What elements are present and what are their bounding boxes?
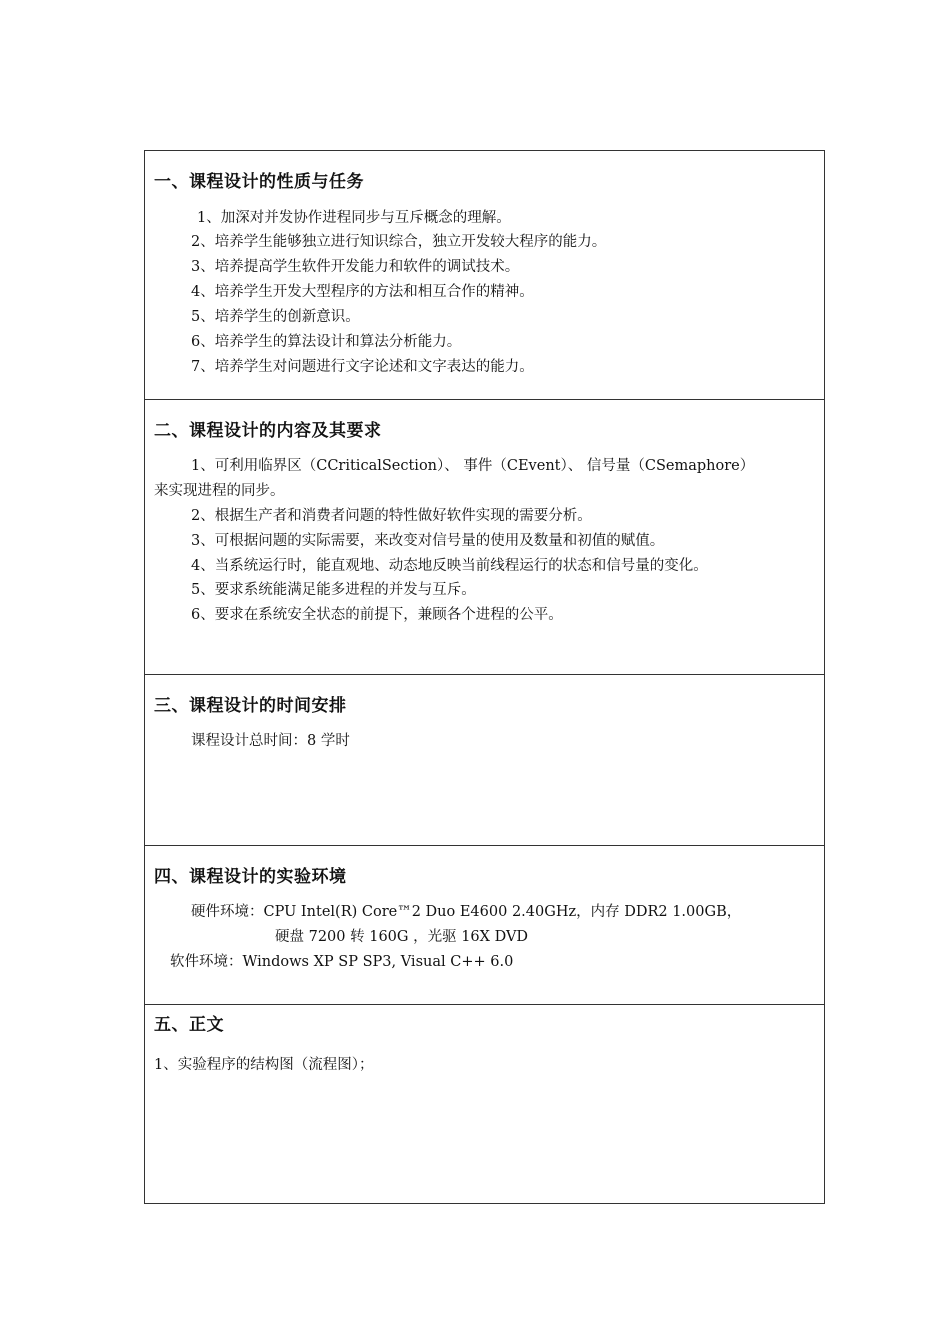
requirement-item: 6、要求在系统安全状态的前提下，兼顾各个进程的公平。 [191, 607, 563, 623]
section-nature-tasks [145, 151, 824, 400]
requirement-item: 2、根据生产者和消费者问题的特性做好软件实现的需要分析。 [191, 508, 592, 524]
section-content-requirements [145, 400, 824, 675]
section-heading: 三、课程设计的时间安排 [154, 696, 347, 716]
task-item: 2、培养学生能够独立进行知识综合，独立开发较大程序的能力。 [191, 234, 607, 250]
structure-diagram-item: 1、实验程序的结构图（流程图）； [154, 1057, 374, 1073]
total-time: 课程设计总时间：8 学时 [191, 733, 350, 749]
section-main-text [145, 1005, 824, 1203]
requirement-item: 5、要求系统能满足能多进程的并发与互斥。 [191, 582, 476, 598]
requirement-item-continued: 来实现进程的同步。 [154, 483, 285, 499]
requirement-item: 3、可根据问题的实际需要，来改变对信号量的使用及数量和初值的赋值。 [191, 533, 665, 549]
task-item: 6、培养学生的算法设计和算法分析能力。 [191, 334, 462, 350]
task-item: 1、加深对并发协作进程同步与互斥概念的理解。 [197, 210, 511, 226]
task-item: 4、培养学生开发大型程序的方法和相互合作的精神。 [191, 284, 534, 300]
requirement-item: 1、可利用临界区（CCriticalSection）、 事件（CEvent）、 信号量（CSemaphore） [191, 458, 755, 474]
section-heading: 四、课程设计的实验环境 [154, 867, 347, 887]
course-design-table [144, 150, 825, 1204]
hardware-environment: 硬件环境：CPU Intel(R) Core™2 Duo E4600 2.40GHz，内存 DDR2 1.00GB， [191, 904, 742, 920]
task-item: 3、培养提高学生软件开发能力和软件的调试技术。 [191, 259, 520, 275]
section-schedule [145, 675, 824, 846]
section-heading: 二、课程设计的内容及其要求 [154, 421, 382, 441]
task-item: 5、培养学生的创新意识。 [191, 309, 360, 325]
task-item: 7、培养学生对问题进行文字论述和文字表达的能力。 [191, 359, 534, 375]
software-environment: 软件环境：Windows XP SP SP3, Visual C++ 6.0 [170, 954, 514, 970]
section-environment [145, 846, 824, 1005]
section-heading: 五、正文 [154, 1015, 224, 1035]
requirement-item: 4、当系统运行时，能直观地、动态地反映当前线程运行的状态和信号量的变化。 [191, 558, 708, 574]
section-heading: 一、课程设计的性质与任务 [154, 172, 364, 192]
hardware-environment-continued: 硬盘 7200 转 160G ，光驱 16X DVD [275, 929, 529, 945]
